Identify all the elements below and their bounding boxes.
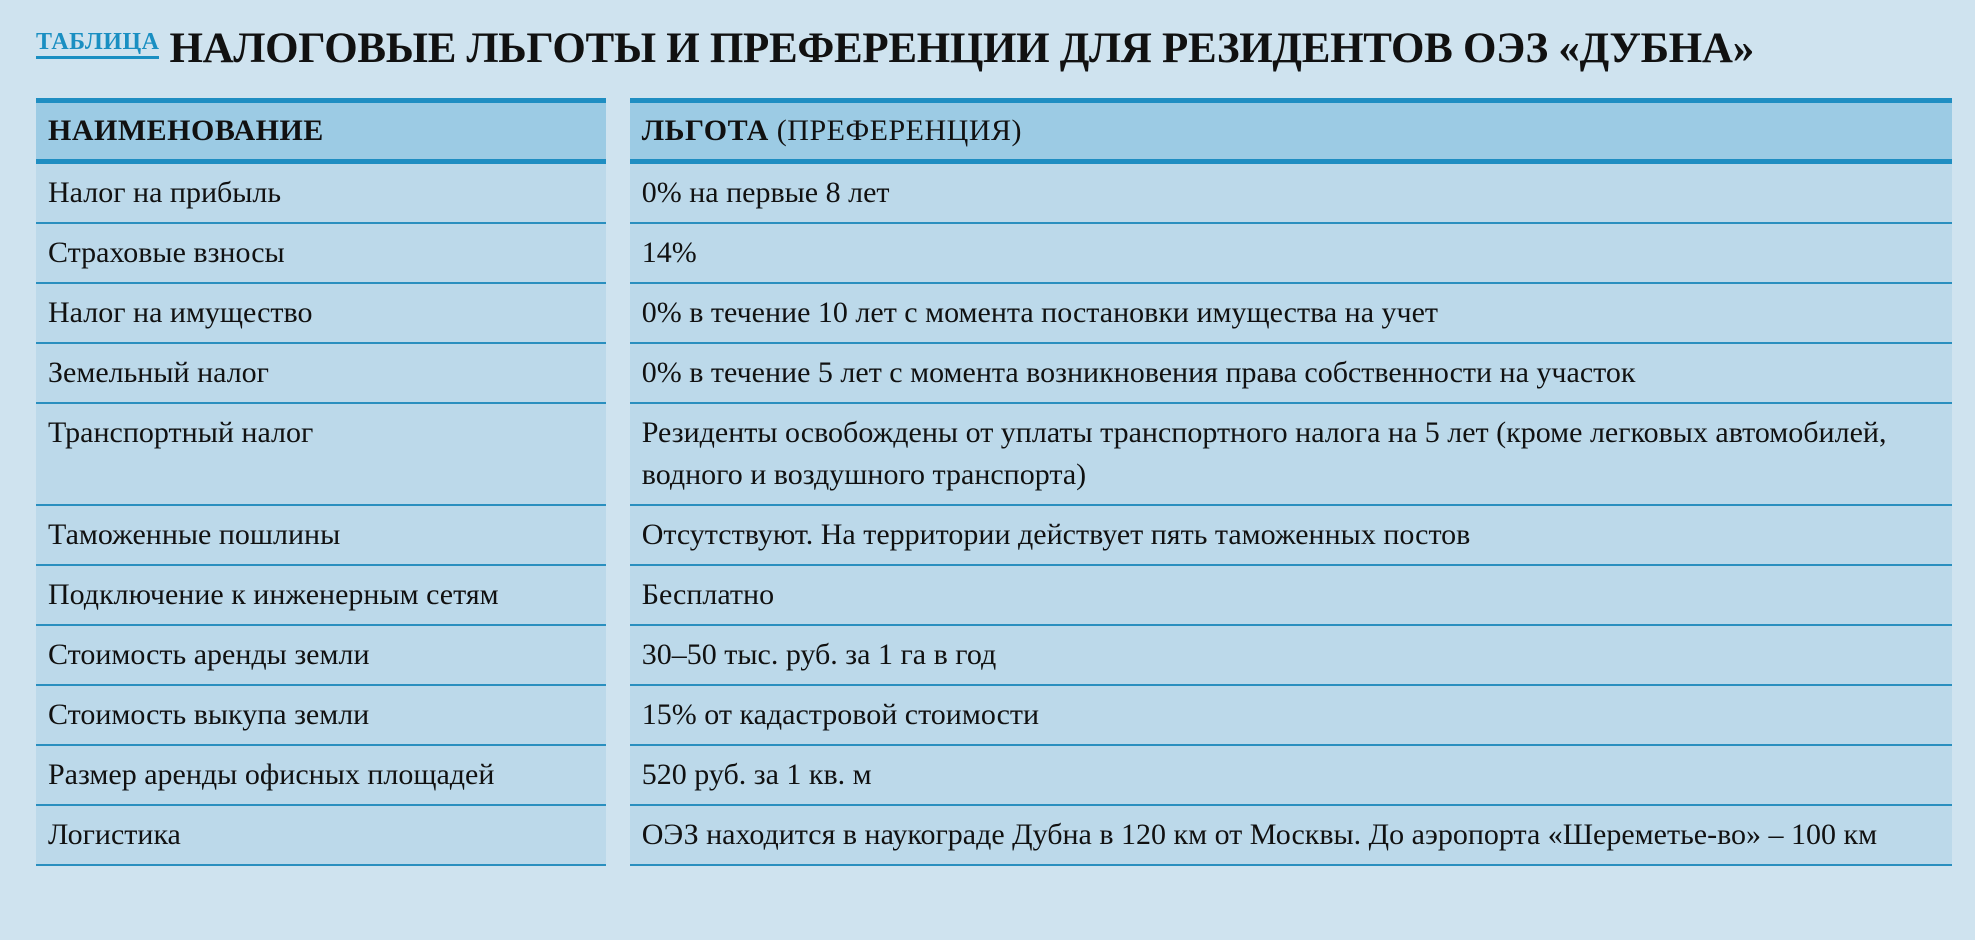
column-gap [606, 506, 630, 566]
table-row [36, 344, 1952, 404]
column-gap [606, 626, 630, 686]
row-value: 0% на первые 8 лет [630, 164, 1952, 224]
row-name: Земельный налог [36, 344, 606, 404]
table-row [36, 746, 1952, 806]
row-value: ОЭЗ находится в наукограде Дубна в 120 км от Москвы. До аэропорта «Шереметье-во» – 100 км [630, 806, 1952, 866]
column-gap [606, 98, 630, 164]
row-name: Страховые взносы [36, 224, 606, 284]
row-value: Бесплатно [630, 566, 1952, 626]
column-gap [606, 164, 630, 224]
row-name: Транспортный налог [36, 404, 606, 506]
table-row [36, 284, 1952, 344]
table-row [36, 626, 1952, 686]
row-name: Размер аренды офисных площадей [36, 746, 606, 806]
table-row [36, 686, 1952, 746]
column-gap [606, 686, 630, 746]
benefits-table [36, 98, 1952, 866]
page-title: НАЛОГОВЫЕ ЛЬГОТЫ И ПРЕФЕРЕНЦИИ ДЛЯ РЕЗИДЕНТОВ ОЭЗ «ДУБНА» [169, 24, 1754, 72]
row-value: 30–50 тыс. руб. за 1 га в год [630, 626, 1952, 686]
column-gap [606, 344, 630, 404]
table-header-row [36, 98, 1952, 164]
row-name: Налог на прибыль [36, 164, 606, 224]
header-value [630, 98, 1952, 164]
row-name: Таможенные пошлины [36, 506, 606, 566]
row-value: Отсутствуют. На территории действует пять таможенных постов [630, 506, 1952, 566]
row-name: Налог на имущество [36, 284, 606, 344]
column-gap [606, 404, 630, 506]
row-value: 15% от кадастровой стоимости [630, 686, 1952, 746]
column-gap [606, 566, 630, 626]
table-row [36, 164, 1952, 224]
column-gap [606, 806, 630, 866]
table-row [36, 224, 1952, 284]
row-value: 520 руб. за 1 кв. м [630, 746, 1952, 806]
header-value-bold: ЛЬГОТА [641, 114, 769, 147]
column-gap [606, 224, 630, 284]
header-name: НАИМЕНОВАНИЕ [36, 98, 606, 164]
column-gap [606, 284, 630, 344]
row-name: Подключение к инженерным сетям [36, 566, 606, 626]
table-row [36, 404, 1952, 506]
title-kicker: ТАБЛИЦА [36, 29, 159, 59]
row-value: 14% [630, 224, 1952, 284]
column-gap [606, 746, 630, 806]
row-value: 0% в течение 10 лет с момента постановки имущества на учет [630, 284, 1952, 344]
table-row [36, 806, 1952, 866]
table-row [36, 506, 1952, 566]
row-value: Резиденты освобождены от уплаты транспортного налога на 5 лет (кроме легковых автомобилей, водного и воздушного транспорта) [630, 404, 1952, 506]
row-name: Стоимость аренды земли [36, 626, 606, 686]
row-name: Логистика [36, 806, 606, 866]
row-name: Стоимость выкупа земли [36, 686, 606, 746]
row-value: 0% в течение 5 лет с момента возникновения права собственности на участок [630, 344, 1952, 404]
table-row [36, 566, 1952, 626]
header-value-normal: (ПРЕФЕРЕНЦИЯ) [768, 114, 1022, 147]
table-title [36, 18, 1754, 78]
